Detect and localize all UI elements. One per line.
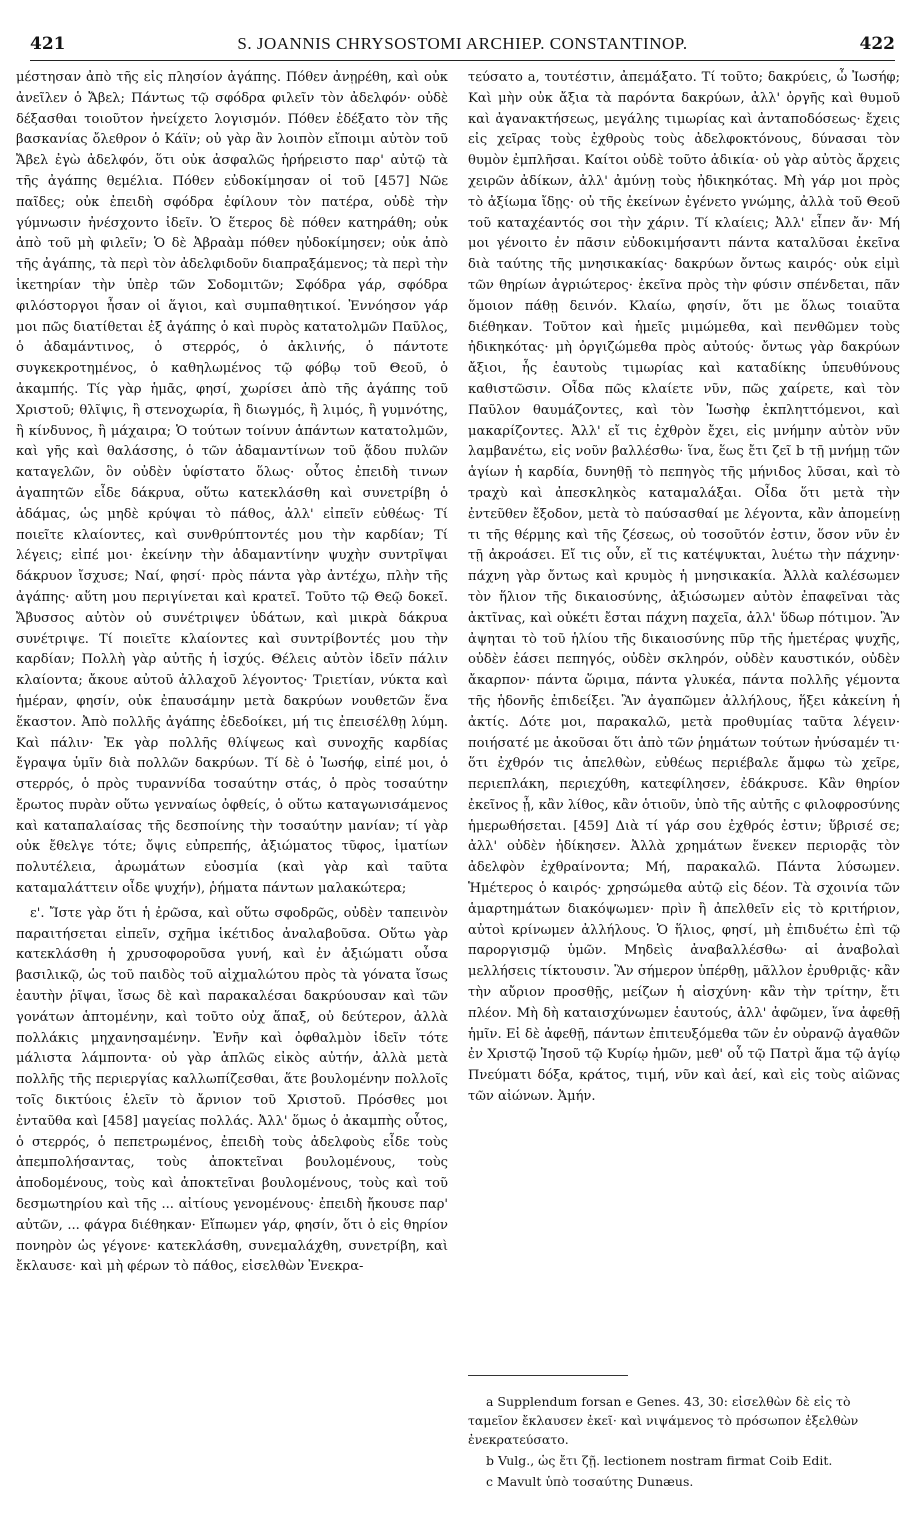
footnote-rule: [468, 1375, 628, 1376]
left-column: [16, 68, 448, 1278]
left-paragraph-1: μέστησαν ἀπὸ τῆς εἰς πλησίον ἀγάπης. Πόθεν ἀνῃρέθη, καὶ οὐκ ἀνεῖλεν ὁ Ἄβελ; Πάντως τῷ σφόδρα φιλεῖν τὸν ἀδελφόν· οὐδὲ δέξασθαι τοιοῦτον ἠνείχετο λογισμόν. Πόθεν ἐδέξατο τὸν τῆς βασκανίας ὄλεθρον ὁ Κάϊν; οὐ γὰρ ἂν λοιπὸν εἴποιμι αὐτὸν τοῦ Ἄβελ ἐγὼ ἀδελφόν, ὅτι οὐκ ἀσφαλῶς ἡρήρειστο παρ' αὐτῷ τὰ τῆς ἀγάπης θεμέλια. Πόθεν εὐδοκίμησαν οἱ τοῦ [457] Νῶε παῖδες; οὐκ ἐπειδὴ σφόδρα ἐφίλουν τὸν πατέρα, οὐδὲ τὴν γύμνωσιν ἠνέσχοντο ἰδεῖν. Ὁ ἕτερος δὲ πόθεν κατηράθη; οὐκ ἀπὸ τοῦ μὴ φιλεῖν; Ὁ δὲ Ἀβραὰμ πόθεν ηὐδοκίμησεν; οὐκ ἀπὸ τῆς ἀγάπης, τὰ περὶ τὸν ἀδελφιδοῦν διαπραξάμενος; τὰ περὶ τὴν ἱκετηρίαν τὴν ὑπὲρ τῶν Σοδομιτῶν; Σφόδρα γάρ, σφόδρα φιλόστοργοι ἦσαν οἱ ἅγιοι, καὶ συμπαθητικοί. Ἐννόησον γάρ μοι πῶς διατίθεται ἐξ ἀγάπης ὁ καὶ πυρὸς κατατολμῶν Παῦλος, ὁ ἀδαμάντινος, ὁ στερρός, ὁ ἀκλινής, ὁ πάντοτε συγκεκροτημένος, ὁ καθηλωμένος τῷ φόβῳ τοῦ Θεοῦ, ὁ ἀκαμπής. Τίς γὰρ ἡμᾶς, φησί, χωρίσει ἀπὸ τῆς ἀγάπης τοῦ Χριστοῦ; θλῖψις, ἢ στενοχωρία, ἢ διωγμός, ἢ λιμός, ἢ γυμνότης, ἢ κίνδυνος, ἢ μάχαιρα; Ὁ τούτων τοίνυν ἁπάντων κατατολμῶν, καὶ γῆς καὶ θαλάσσης, ὁ τῶν ἀδαμαντίνων τοῦ ᾅδου πυλῶν καταγελῶν, ὃν οὐδὲν ὑφίστατο ὅλως· οὗτος ἐπειδὴ τινων ἀγαπητῶν εἶδε δάκρυα, οὕτω κατεκλάσθη καὶ συνετρίβη ὁ ἀδάμας, ὡς μηδὲ κρύψαι τὸ πάθος, ἀλλ' εἰπεῖν εὐθέως· Τί ποιεῖτε κλαίοντες, καὶ συνθρύπτοντές μου τὴν καρδίαν; Τί λέγεις; εἰπέ μοι· ἐκείνην τὴν ἀδαμαντίνην ψυχὴν συντρῖψαι δάκρυον ἴσχυσε; Ναί, φησί· πρὸς πάντα γὰρ ἀντέχω, πλὴν τῆς ἀγάπης· αὕτη μου περιγίνεται καὶ κρατεῖ. Τοῦτο τῷ Θεῷ δοκεῖ. Ἄβυσσος αὐτὸν οὐ συνέτριψεν ὑδάτων, καὶ μικρὰ δάκρυα συνέτριψε. Τί ποιεῖτε κλαίοντες καὶ συντρίβοντές μου τὴν καρδίαν; Πολλὴ γὰρ αὐτῆς ἡ ἰσχύς. Θέλεις αὐτὸν ἰδεῖν πάλιν κλαίοντα; ἄκουε αὐτοῦ ἀλλαχοῦ λέγοντος· Τριετίαν, νύκτα καὶ ἡμέραν, φησίν, οὐκ ἐπαυσάμην μετὰ δακρύων νουθετῶν ἕνα ἕκαστον. Ἀπὸ πολλῆς ἀγάπης ἐδεδοίκει, μή τις ἐπεισέλθῃ λύμη. Καὶ πάλιν· Ἐκ γὰρ πολλῆς θλίψεως καὶ συνοχῆς καρδίας ἔγραψα ὑμῖν διὰ πολλῶν δακρύων. Τί δὲ ὁ Ἰωσήφ, εἰπέ μοι, ὁ στερρός, ὁ πρὸς τυραννίδα τοσαύτην στάς, ὁ πρὸς τοσαύτην ἔρωτος πυρὰν οὕτω γενναίως ὀφθείς, ὁ οὕτω καταγωνισάμενος καὶ καταπαλαίσας τῆς δεσποίνης τὴν τοσαύτην μανίαν; τί γὰρ οὐκ ἔθελγε τότε; ὄψις εὐπρεπής, ἀξιώματος τῦφος, ἱματίων πολυτέλεια, ἀρωμάτων εὐοσμία (καὶ γὰρ καὶ ταῦτα καταμαλάττειν οἶδε ψυχήν), ῥήματα πάντων μαλακώτερα;: [16, 70, 448, 897]
right-paragraph-1: τεύσατο a, τουτέστιν, ἀπεμάξατο. Τί τοῦτο; δακρύεις, ὦ Ἰωσήφ; Καὶ μὴν οὐκ ἄξια τὰ παρόντα δακρύων, ἀλλ' ὀργῆς καὶ θυμοῦ καὶ ἀγανακτήσεως, μεγάλης τιμωρίας καὶ ἀνταποδόσεως· ἔχεις εἰς χεῖρας τοὺς ἐχθροὺς τοὺς ἀδελφοκτόνους, δύνασαι τὸν θυμὸν ἐμπλῆσαι. Καίτοι οὐδὲ τοῦτο ἀδικία· οὐ γὰρ αὐτὸς ἄρχεις χειρῶν ἀδίκων, ἀλλ' ἀμύνῃ τοὺς ἠδικηκότας. Μὴ γάρ μοι πρὸς τὸ ἀξίωμα ἴδῃς· οὐ τῆς ἐκείνων ἐγένετο γνώμης, ἀλλὰ τοῦ Θεοῦ τοῦ καταχέαντός σοι τὴν χάριν. Τί κλαίεις; Ἀλλ' εἶπεν ἄν· Μή μοι γένοιτο ἐν πᾶσιν εὐδοκιμήσαντι πάντα καταλῦσαι ἐκεῖνα διὰ ταύτης τῆς μνησικακίας· δακρύων ὄντως καιρός· οὐκ εἰμὶ τῶν θηρίων ἀγριώτερος· ἐκεῖνα πρὸς τὴν φύσιν σπένδεται, πᾶν ὅμοιον πάθῃ δεινόν. Κλαίω, φησίν, ὅτι με ὅλως τοιαῦτα διέθηκαν. Τοῦτον καὶ ἡμεῖς μιμώμεθα, καὶ πενθῶμεν τοὺς ἠδικηκότας· μὴ ὀργιζώμεθα πρὸς αὐτούς· ὄντως γὰρ δακρύων ἄξιοι, ἧς ἑαυτοὺς τιμωρίας καὶ καταδίκης ὑπευθύνους καθιστῶσιν. Οἶδα πῶς κλαίετε νῦν, πῶς χαίρετε, καὶ τὸν Παῦλον θαυμάζοντες, καὶ τὸν Ἰωσὴφ ἐκπληττόμενοι, καὶ μακαρίζοντες. Ἀλλ' εἴ τις ἐχθρὸν ἔχει, εἰς μνήμην αὐτὸν νῦν λαμβανέτω, εἰς νοῦν βαλλέσθω· ἵνα, ἕως ἔτι ζεῖ b τῇ μνήμῃ τῶν ἁγίων ἡ καρδία, δυνηθῇ τὸ πεπηγὸς τῆς μήνιδος λῦσαι, καὶ τὸ τραχὺ καὶ ἀπεσκληκὸς καταμαλάξαι. Οἶδα ὅτι μετὰ τὴν ἐντεῦθεν ἔξοδον, μετὰ τὸ παύσασθαί με λέγοντα, κἂν ἀπομείνῃ τι τῆς θέρμης καὶ τῆς ζέσεως, οὐ τοσοῦτόν ἐστιν, ὅσον νῦν ἐν τῇ ἀκροάσει. Εἴ τις οὖν, εἴ τις κατέψυκται, λυέτω τὴν πάχνην· πάχνη γὰρ ὄντως καὶ κρυμὸς ἡ μνησικακία. Ἀλλὰ καλέσωμεν τὸν ἥλιον τῆς δικαιοσύνης, ἀξιώσωμεν αὐτὸν ἐπαφεῖναι τὰς ἀκτῖνας, καὶ οὐκέτι ἔσται πάχνη παχεῖα, ἀλλ' ὕδωρ πότιμον. Ἂν ἀψηται τὸ τοῦ ἡλίου τῆς δικαιοσύνης πῦρ τῆς ἡμετέρας ψυχῆς, οὐδὲν ἐάσει πεπηγός, οὐδὲν σκληρόν, οὐδὲν καυστικόν, οὐδὲν ἄκαρπον· πάντα ὥριμα, πάντα γλυκέα, πάντα πολλῆς γέμοντα τῆς ἡδονῆς ἐπιδείξει. Ἂν ἀγαπῶμεν ἀλλήλους, ἥξει κἀκείνη ἡ ἀκτίς. Δότε μοι, παρακαλῶ, μετὰ προθυμίας ταῦτα λέγειν· ποιήσατέ με ἀκοῦσαι ὅτι ἀπὸ τῶν ῥημάτων τούτων ἠνύσαμέν τι· ὅτι ἐχθρόν τις ἀπελθὼν, εὐθέως περιέβαλε ἄμφω τὼ χεῖρε, περιεπλάκη, περιεχύθη, κατεφίλησεν, ἐδάκρυσε. Κἂν θηρίον ἐκεῖνος ᾖ, κἂν λίθος, κἂν ὁτιοῦν, ὑπὸ τῆς αὐτῆς c φιλοφροσύνης ἡμερωθήσεται. [459] Διὰ τί γάρ σου ἐχθρός ἐστιν; ὕβρισέ σε; ἀλλ' οὐδὲν ἠδίκησεν. Ἀλλὰ χρημάτων ἕνεκεν περιορᾷς τὸν ἀδελφὸν ἐχθραίνοντα; Μή, παρακαλῶ. Πάντα λύσωμεν. Ἡμέτερος ὁ καιρός· χρησώμεθα αὐτῷ εἰς δέον. Τὰ σχοινία τῶν ἁμαρτημάτων διακόψωμεν· πρὶν ἢ ἀπελθεῖν εἰς τὸ κριτήριον, αὐτοὶ κρίνωμεν ἀλλήλους. Ὁ ἥλιος, φησί, μὴ ἐπιδυέτω ἐπὶ τῷ παροργισμῷ ὑμῶν. Μηδεὶς ἀναβαλλέσθω· αἱ ἀναβολαὶ μελλήσεις τίκτουσιν. Ἂν σήμερον ὑπέρθῃ, μᾶλλον ἐρυθριᾷς· κἂν τὴν αὔριον προσθῇς, μείζων ἡ αἰσχύνη· κἂν τὴν τρίτην, ἔτι πλέον. Μὴ δὴ καταισχύνωμεν ἑαυτούς, ἀλλ' ἀφῶμεν, ἵνα ἀφεθῇ ἡμῖν. Εἰ δὲ ἀφεθῇ, πάντων ἐπιτευξόμεθα τῶν ἐν οὐρανῷ ἀγαθῶν ἐν Χριστῷ Ἰησοῦ τῷ Κυρίῳ ἡμῶν, μεθ' οὗ τῷ Πατρὶ ἅμα τῷ ἁγίῳ Πνεύματι δόξα, κράτος, τιμή, νῦν καὶ ἀεί, καὶ εἰς τοὺς αἰῶνας τῶν αἰώνων. Ἀμήν.: [468, 70, 900, 1105]
footnote-a: a Supplendum forsan e Genes. 43, 30: εἰσελθὼν δὲ εἰς τὸ ταμεῖον ἔκλαυσεν ἐκεῖ· καὶ νιψάμενος τὸ πρόσωπον ἐξελθὼν ἐνεκρατεύσατο.: [468, 1394, 859, 1447]
page-number-left: 421: [30, 34, 66, 54]
running-title: S. JOANNIS CHRYSOSTOMI ARCHIEP. CONSTANTINOP.: [237, 34, 688, 53]
left-paragraph-2: ε'. Ἴστε γὰρ ὅτι ἡ ἐρῶσα, καὶ οὕτω σφοδρῶς, οὐδὲν ταπεινὸν παραιτήσεται εἰπεῖν, σχῆμα ἱκέτιδος ἀναλαβοῦσα. Οὕτω γὰρ κατεκλάσθη ἡ χρυσοφοροῦσα γυνή, καὶ ἐν ἀξιώματι οὖσα βασιλικῷ, ὡς τοῦ παιδὸς τοῦ αἰχμαλώτου πρὸς τὰ γόνατα ἴσως ἑαυτὴν ῥῖψαι, ἴσως δὲ καὶ παρακαλέσαι δακρύουσαν καὶ τῶν γονάτων ἁπτομένην, καὶ τοῦτο οὐχ ἅπαξ, οὐ δεύτερον, ἀλλὰ πολλάκις μηχανησαμένην. Ἐνῆν καὶ ὀφθαλμὸν ἰδεῖν τότε μάλιστα λάμποντα· οὐ γὰρ ἁπλῶς εἰκὸς αὐτήν, ἀλλὰ μετὰ πολλῆς τῆς περιεργίας καλλωπίζεσθαι, ἅτε βουλομένην πολλοῖς τοῖς δικτύοις ἑλεῖν τὸ ἄρνιον τοῦ Χριστοῦ. Πρόσθες μοι ἐνταῦθα καὶ [458] μαγείας πολλάς. Ἀλλ' ὅμως ὁ ἀκαμπὴς οὗτος, ὁ στερρός, ὁ πεπετρωμένος, ἐπειδὴ τοὺς ἀδελφοὺς εἶδε τοὺς ἀπεμπολήσαντας, τοὺς ἀποκτεῖναι βουλομένους, τοὺς ἀποδομένους, τοὺς καὶ ἀποκτεῖναι βουλομένους, τοὺς καὶ τοῦ δεσμωτηρίου καὶ τῆς ... αἰτίους γενομένους· ἐπειδὴ ἤκουσε παρ' αὐτῶν, ... φάγρα διέθηκαν· Εἴπωμεν γάρ, φησίν, ὅτι ὁ εἰς θηρίον πονηρὸν ὡς γέγονε· κατεκλάσθη, συνεμαλάχθη, συνετρίβη, καὶ ἔκλαυσε· καὶ μὴ φέρων τὸ πάθος, εἰσελθὼν Ἐνεκρα-: [16, 905, 448, 1275]
running-header: [30, 34, 895, 61]
footnotes: [468, 1375, 900, 1493]
page-number-right: 422: [859, 34, 895, 54]
footnote-b: b Vulg., ὡς ἔτι ζῇ. lectionem nostram firmat Coib Edit.: [486, 1453, 833, 1468]
right-column: [468, 68, 900, 1108]
footnote-c: c Mavult ὑπὸ τοσαύτης Dunæus.: [486, 1474, 694, 1489]
